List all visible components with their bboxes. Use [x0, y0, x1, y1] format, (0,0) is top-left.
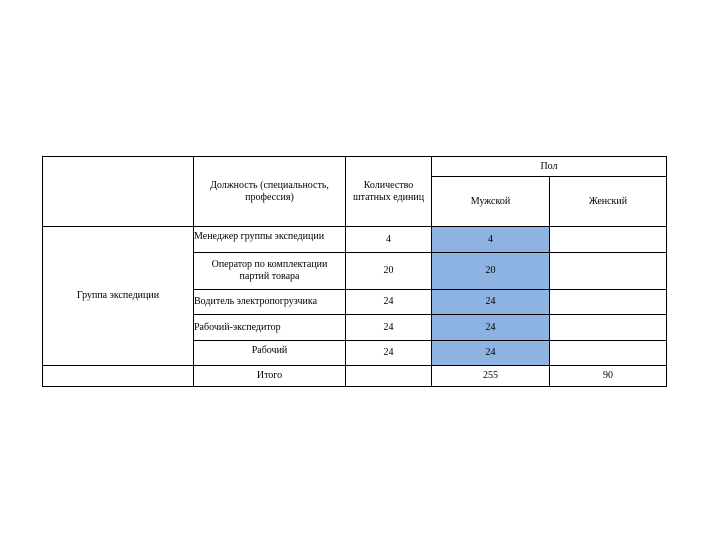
header-row-top	[43, 157, 667, 177]
position-cell: Оператор по комплектации партий товара	[194, 253, 346, 290]
position-cell: Менеджер группы экспедиции	[194, 227, 346, 253]
total-label: Итого	[194, 366, 346, 387]
count-cell: 24	[346, 290, 432, 315]
female-cell	[550, 290, 667, 315]
total-count	[346, 366, 432, 387]
female-cell	[550, 253, 667, 290]
female-header: Женский	[550, 177, 667, 227]
female-cell	[550, 341, 667, 366]
total-female: 90	[550, 366, 667, 387]
male-cell: 24	[432, 290, 550, 315]
position-header: Должность (специальность, профессия)	[194, 157, 346, 227]
position-cell: Рабочий-экспедитор	[194, 315, 346, 341]
male-cell: 24	[432, 315, 550, 341]
male-cell: 20	[432, 253, 550, 290]
count-header: Количество штатных единиц	[346, 157, 432, 227]
male-cell: 24	[432, 341, 550, 366]
male-header: Мужской	[432, 177, 550, 227]
total-row	[43, 366, 667, 387]
sex-header: Пол	[432, 157, 667, 177]
table-row	[43, 227, 667, 253]
total-empty-cell	[43, 366, 194, 387]
count-cell: 4	[346, 227, 432, 253]
staff-table	[42, 156, 667, 387]
position-cell: Водитель электропогрузчика	[194, 290, 346, 315]
group-header-cell	[43, 157, 194, 227]
female-cell	[550, 227, 667, 253]
count-cell: 24	[346, 315, 432, 341]
female-cell	[550, 315, 667, 341]
total-male: 255	[432, 366, 550, 387]
count-cell: 20	[346, 253, 432, 290]
group-label: Группа экспедиции	[43, 227, 194, 366]
position-cell: Рабочий	[194, 341, 346, 366]
count-cell: 24	[346, 341, 432, 366]
male-cell: 4	[432, 227, 550, 253]
